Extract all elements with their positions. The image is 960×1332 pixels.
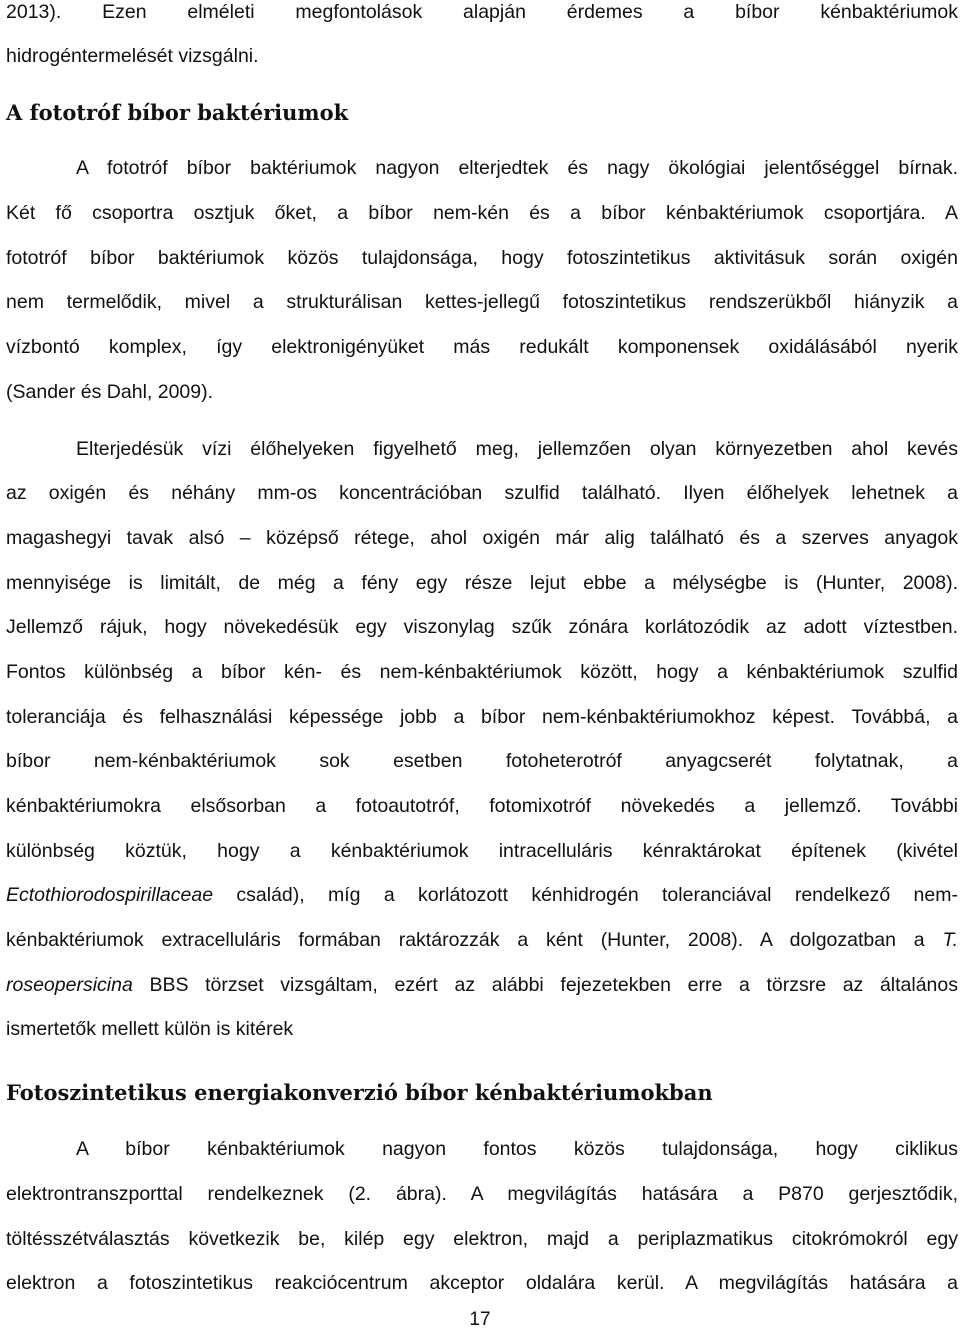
s1-p2-line-5: Jellemző rájuk, hogy növekedésük egy viszonylag szűk zónára korlátozódik az adott víztestben. (6, 616, 958, 638)
s1-p2-line-10: különbség köztük, hogy a kénbaktériumok intracelluláris kénraktárokat építenek (kivétel (6, 840, 958, 862)
s1-p1-line-2: Két fő csoportra osztjuk őket, a bíbor nem-kén és a bíbor kénbaktériumok csoportjára. A (6, 202, 958, 224)
top-paragraph-line-2: hidrogéntermelését vizsgálni. (6, 45, 259, 67)
top-paragraph-line-1: 2013). Ezen elméleti megfontolások alapján érdemes a bíbor kénbaktériumok (6, 1, 958, 23)
s2-p1-line-3: töltésszétválasztás következik be, kilép egy elektron, majd a periplazmatikus citokrómokról egy (6, 1228, 958, 1250)
s1-p2-line-6: Fontos különbség a bíbor kén- és nem-kénbaktériumok között, hogy a kénbaktériumok szulfid (6, 661, 958, 683)
s2-p1-line-2: elektrontranszporttal rendelkeznek (2. ábra). A megvilágítás hatására a P870 gerjesztődik, (6, 1183, 958, 1205)
s1-p2-line-13-rest: BBS törzset vizsgáltam, ezért az alábbi fejezetekben erre a törzsre az általános (132, 974, 958, 996)
s1-p2-line-12-main: kénbaktériumok extracelluláris formában raktározzák a ként (Hunter, 2008). A dolgozatban a (6, 929, 943, 951)
page-number: 17 (469, 1309, 491, 1330)
s1-p2-line-3: magashegyi tavak alsó – középső rétege, ahol oxigén már alig található és a szerves anyagok (6, 527, 958, 549)
s1-p2-line-2: az oxigén és néhány mm-os koncentrációban szulfid található. Ilyen élőhelyek lehetnek a (6, 482, 958, 504)
s1-p2-line-11-rest: család), míg a korlátozott kénhidrogén toleranciával rendelkező nem- (213, 884, 958, 906)
s1-p1-line-6: (Sander és Dahl, 2009). (6, 381, 214, 403)
italic-species-roseopersicina: roseopersicina (6, 974, 133, 996)
s1-p1-line-3: fototróf bíbor baktériumok közös tulajdonsága, hogy fotoszintetikus aktivitásuk során oxigén (6, 247, 958, 269)
s1-p1-line-4: nem termelődik, mivel a strukturálisan kettes-jellegű fotoszintetikus rendszerükből hiányzik a (6, 291, 958, 313)
s1-p2-line-1: Elterjedésük vízi élőhelyeken figyelhető meg, jellemzően olyan környezetben ahol kevés (76, 438, 958, 460)
s2-p1-line-1: A bíbor kénbaktériumok nagyon fontos közös tulajdonsága, hogy ciklikus (76, 1138, 958, 1160)
s1-p2-line-8: bíbor nem-kénbaktériumok sok esetben fotoheterotróf anyagcserét folytatnak, a (6, 750, 958, 772)
section-heading-fototrof: A fototróf bíbor baktériumok (6, 100, 349, 125)
s1-p2-line-12 (6, 928, 958, 952)
s1-p2-line-14: ismertetők mellett külön is kitérek (6, 1018, 294, 1040)
s1-p2-line-9: kénbaktériumokra elsősorban a fotoautotróf, fotomixotróf növekedés a jellemző. További (6, 795, 958, 817)
italic-taxon-ectothiorodospirillaceae: Ectothiorodospirillaceae (6, 884, 214, 906)
s1-p2-line-11 (6, 883, 958, 907)
s2-p1-line-4: elektron a fotoszintetikus reakciócentrum akceptor oldalára kerül. A megvilágítás hatására a (6, 1272, 958, 1294)
section-heading-fotoszintetikus: Fotoszintetikus energiakonverzió bíbor kénbaktériumokban (6, 1080, 713, 1105)
s1-p2-line-4: mennyisége is limitált, de még a fény egy része lejut ebbe a mélységbe is (Hunter, 2008). (6, 572, 958, 594)
s1-p2-line-13 (6, 973, 958, 997)
s1-p2-line-7: toleranciája és felhasználási képessége jobb a bíbor nem-kénbaktériumokhoz képest. Továbbá, a (6, 706, 958, 728)
italic-genus-abbrev: T. (942, 929, 958, 951)
s1-p1-line-1: A fototróf bíbor baktériumok nagyon elterjedtek és nagy ökológiai jelentőséggel bírnak. (76, 157, 958, 179)
s1-p1-line-5: vízbontó komplex, így elektronigényüket más redukált komponensek oxidálásából nyerik (6, 336, 958, 358)
